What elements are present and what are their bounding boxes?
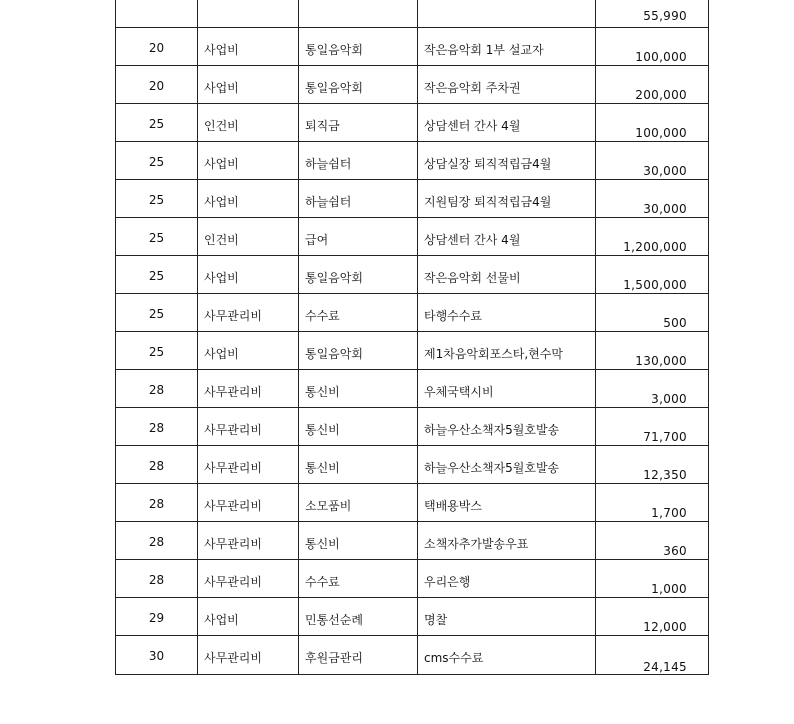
day-cell: 25 (116, 255, 198, 293)
day-cell (116, 0, 198, 27)
amount-cell: 12,000 (596, 597, 709, 635)
amount-cell: 200,000 (596, 65, 709, 103)
table-row (116, 0, 709, 27)
subcategory-cell: 통신비 (299, 369, 418, 407)
description-cell: 하늘우산소책자5월호발송 (418, 445, 596, 483)
description-cell: 상담센터 간사 4월 (418, 103, 596, 141)
amount-cell: 130,000 (596, 331, 709, 369)
subcategory-cell: 민통선순례 (299, 597, 418, 635)
amount-cell: 360 (596, 521, 709, 559)
subcategory-cell: 급여 (299, 217, 418, 255)
category-cell: 인건비 (198, 103, 299, 141)
amount-cell: 1,700 (596, 483, 709, 521)
category-cell: 인건비 (198, 217, 299, 255)
amount-cell: 55,990 (596, 0, 709, 27)
day-cell: 25 (116, 103, 198, 141)
day-cell: 28 (116, 445, 198, 483)
subcategory-cell: 후원금관리 (299, 635, 418, 674)
subcategory-cell: 수수료 (299, 559, 418, 597)
description-cell: 제1차음악회포스타,현수막 (418, 331, 596, 369)
day-cell: 28 (116, 407, 198, 445)
table-row (116, 407, 709, 445)
table-row (116, 65, 709, 103)
day-cell: 30 (116, 635, 198, 674)
table-row (116, 179, 709, 217)
category-cell: 사업비 (198, 179, 299, 217)
table-row (116, 255, 709, 293)
amount-cell: 30,000 (596, 141, 709, 179)
amount-cell: 71,700 (596, 407, 709, 445)
amount-cell: 500 (596, 293, 709, 331)
table-row (116, 483, 709, 521)
table-row (116, 103, 709, 141)
category-cell: 사무관리비 (198, 369, 299, 407)
table-row (116, 635, 709, 674)
subcategory-cell: 통일음악회 (299, 65, 418, 103)
table-row (116, 521, 709, 559)
day-cell: 25 (116, 179, 198, 217)
day-cell: 28 (116, 483, 198, 521)
description-cell: cms수수료 (418, 635, 596, 674)
subcategory-cell: 통신비 (299, 445, 418, 483)
category-cell: 사무관리비 (198, 559, 299, 597)
table-row (116, 293, 709, 331)
subcategory-cell: 하늘쉼터 (299, 179, 418, 217)
table-row (116, 597, 709, 635)
amount-cell: 24,145 (596, 635, 709, 674)
table-row (116, 331, 709, 369)
category-cell: 사업비 (198, 255, 299, 293)
description-cell: 작은음악회 선물비 (418, 255, 596, 293)
description-cell: 상담센터 간사 4월 (418, 217, 596, 255)
table-row (116, 27, 709, 65)
amount-cell: 1,500,000 (596, 255, 709, 293)
amount-cell: 30,000 (596, 179, 709, 217)
day-cell: 28 (116, 559, 198, 597)
description-cell: 택배용박스 (418, 483, 596, 521)
expense-ledger-table (115, 0, 709, 675)
description-cell: 작은음악회 주차권 (418, 65, 596, 103)
category-cell: 사업비 (198, 27, 299, 65)
category-cell: 사업비 (198, 597, 299, 635)
description-cell: 지원팀장 퇴직적립금4월 (418, 179, 596, 217)
day-cell: 25 (116, 217, 198, 255)
amount-cell: 100,000 (596, 103, 709, 141)
category-cell: 사무관리비 (198, 483, 299, 521)
category-cell: 사업비 (198, 141, 299, 179)
amount-cell: 12,350 (596, 445, 709, 483)
amount-cell: 3,000 (596, 369, 709, 407)
subcategory-cell: 수수료 (299, 293, 418, 331)
subcategory-cell (299, 0, 418, 27)
category-cell: 사업비 (198, 65, 299, 103)
description-cell: 상담실장 퇴직적립금4월 (418, 141, 596, 179)
table-row (116, 445, 709, 483)
category-cell: 사무관리비 (198, 445, 299, 483)
day-cell: 25 (116, 141, 198, 179)
description-cell: 소책자추가발송우표 (418, 521, 596, 559)
subcategory-cell: 통신비 (299, 521, 418, 559)
category-cell: 사무관리비 (198, 407, 299, 445)
day-cell: 25 (116, 331, 198, 369)
table-row (116, 217, 709, 255)
amount-cell: 1,200,000 (596, 217, 709, 255)
category-cell (198, 0, 299, 27)
subcategory-cell: 소모품비 (299, 483, 418, 521)
category-cell: 사무관리비 (198, 521, 299, 559)
table-row (116, 559, 709, 597)
amount-cell: 1,000 (596, 559, 709, 597)
subcategory-cell: 통신비 (299, 407, 418, 445)
table-row (116, 141, 709, 179)
category-cell: 사업비 (198, 331, 299, 369)
day-cell: 28 (116, 521, 198, 559)
description-cell: 하늘우산소책자5월호발송 (418, 407, 596, 445)
table-row (116, 369, 709, 407)
subcategory-cell: 하늘쉼터 (299, 141, 418, 179)
day-cell: 20 (116, 65, 198, 103)
subcategory-cell: 퇴직금 (299, 103, 418, 141)
subcategory-cell: 통일음악회 (299, 331, 418, 369)
subcategory-cell: 통일음악회 (299, 27, 418, 65)
description-cell: 작은음악회 1부 설교자 (418, 27, 596, 65)
subcategory-cell: 통일음악회 (299, 255, 418, 293)
day-cell: 25 (116, 293, 198, 331)
description-cell (418, 0, 596, 27)
day-cell: 29 (116, 597, 198, 635)
description-cell: 타행수수료 (418, 293, 596, 331)
description-cell: 우체국택시비 (418, 369, 596, 407)
day-cell: 28 (116, 369, 198, 407)
category-cell: 사무관리비 (198, 293, 299, 331)
description-cell: 명찰 (418, 597, 596, 635)
description-cell: 우리은행 (418, 559, 596, 597)
ledger-body (116, 0, 709, 674)
day-cell: 20 (116, 27, 198, 65)
amount-cell: 100,000 (596, 27, 709, 65)
category-cell: 사무관리비 (198, 635, 299, 674)
